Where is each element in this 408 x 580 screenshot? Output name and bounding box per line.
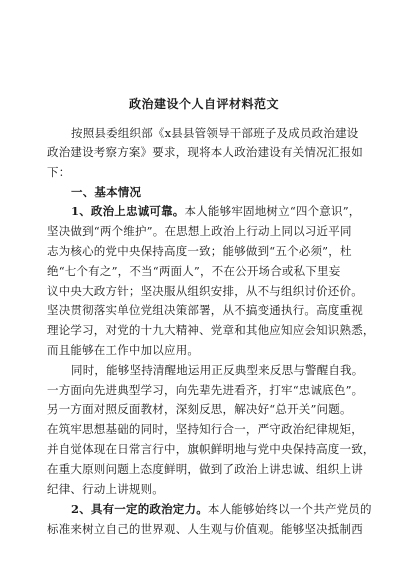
paragraph-line: 一方面向先进典型学习，向先辈先进看齐，打牢“忠诚底色”。 — [47, 383, 364, 397]
paragraph-line: 同时，能够坚持清醒地运用正反典型来反思与警醒自我。 — [71, 363, 364, 377]
paragraph-line: 议中央大政方针；坚决服从组织安排，从不与组织讨价还价。 — [47, 284, 363, 298]
paragraph-line: 理论学习，对党的十九大精神、党章和其他应知应会知识熟悉， — [47, 323, 375, 337]
section-heading: 一、基本情况 — [71, 185, 142, 199]
paragraph-line: 另一方面对照反面教材，深刻反思，解决好“总开关”问题。 — [47, 402, 352, 416]
paragraph-text: 本人能够牢固地树立“四个意识”， — [184, 204, 361, 218]
paragraph-line: 在筑牢思想基础的同时，坚持知行合一，严守政治纪律规矩， — [47, 422, 363, 436]
paragraph-line: 志为核心的党中央保持高度一致；能够做到“五个必须”，杜 — [47, 244, 352, 258]
document-title: 政治建设个人自评材料范文 — [128, 97, 279, 111]
paragraph-line: 下： — [47, 165, 71, 179]
subheading: 2、具有一定的政治定力。 — [71, 502, 208, 516]
subheading: 1、政治上忠诚可靠。 — [71, 204, 185, 218]
paragraph-line: 政治建设考察方案》要求，现将本人政治建设有关情况汇报如 — [47, 145, 363, 159]
paragraph-text: 本人能够始终以一个共产党员的 — [207, 502, 372, 516]
paragraph-line — [71, 203, 360, 219]
paragraph-line: 而且能够在工作中加以应用。 — [47, 343, 200, 357]
paragraph-line: 并自觉体现在日常言行中，旗帜鲜明地与党中央保持高度一致， — [47, 442, 375, 456]
paragraph-line: 在重大原则问题上态度鲜明，做到了政治上讲忠诚、组织上讲 — [47, 462, 363, 476]
paragraph-line: 绝“七个有之”，不当“两面人”，不在公开场合或私下里妄 — [47, 264, 341, 278]
paragraph-line: 标准来树立自己的世界观、人生观与价值观。能够坚决抵制西 — [47, 522, 363, 536]
paragraph-line: 坚决做到“两个维护”。在思想上政治上行动上同以习近平同 — [47, 224, 352, 238]
paragraph-line: 坚决贯彻落实单位党组决策部署，从不搞变通执行。高度重视 — [47, 303, 363, 317]
paragraph-line: 纪律、行动上讲规则。 — [47, 482, 164, 496]
paragraph-line — [71, 501, 372, 517]
paragraph-line: 按照县委组织部《x县县管领导干部班子及成员政治建设 — [71, 126, 359, 140]
